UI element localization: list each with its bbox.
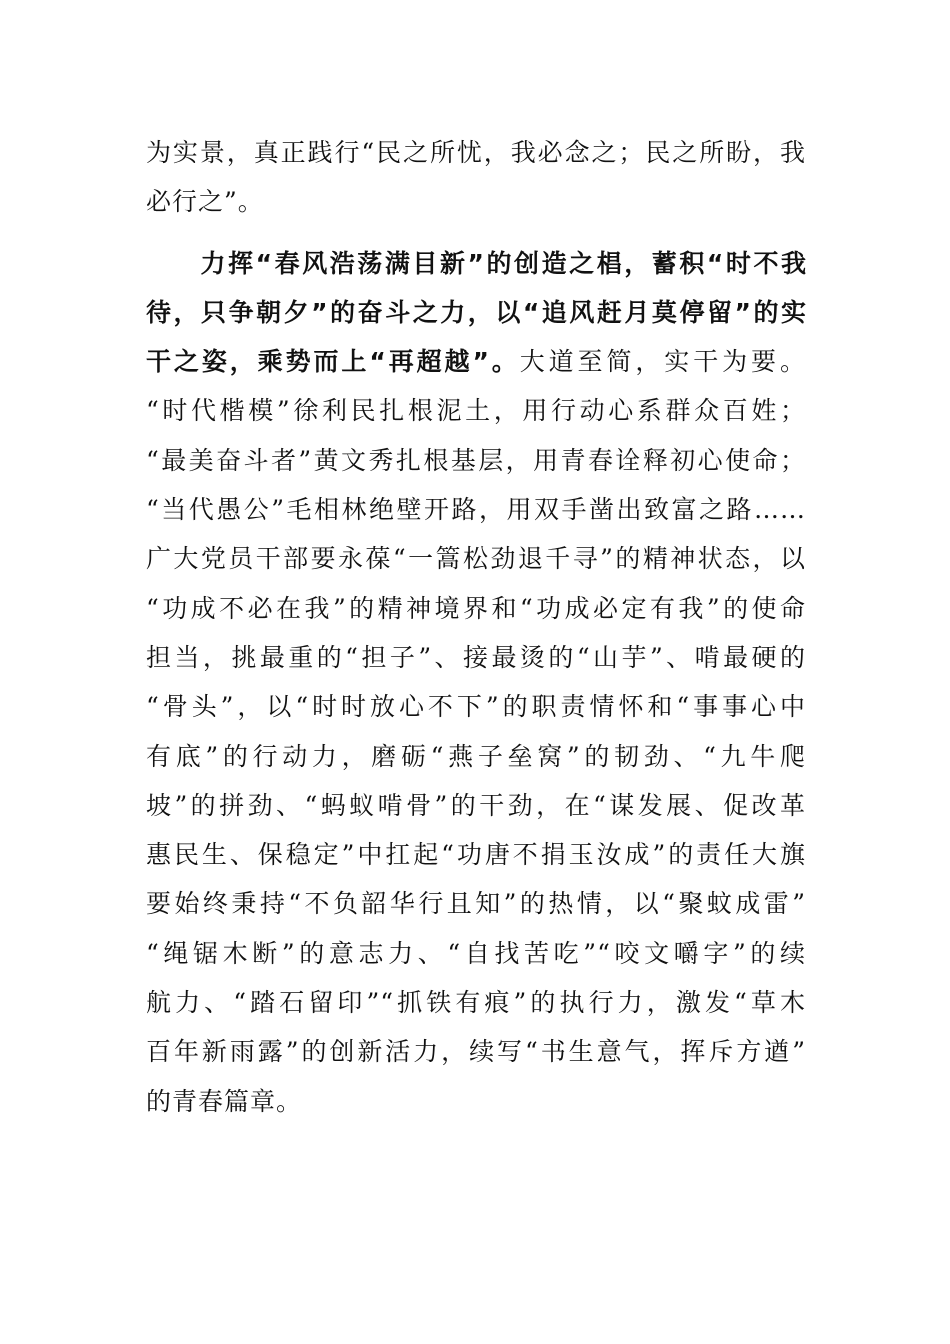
text-line: 有底”的行动力，磨砺“燕子垒窝”的韧劲、“九牛爬 [146,741,806,771]
text-line-bold [146,288,806,337]
text-line: 惠民生、保稳定”中扛起“功唐不捐玉汝成”的责任大旗 [146,840,806,870]
text-line: 担当，挑最重的“担子”、接最烫的“山芋”、啃最硬的 [146,642,806,672]
bold-text: 干之姿，乘势而上“再超越”。 [146,347,520,377]
paragraph-spacer [146,227,806,239]
text-line: “最美奋斗者”黄文秀扎根基层，用青春诠释初心使命； [146,445,806,475]
text-line: 的青春篇章。 [146,1086,303,1116]
text-line: 坡”的拼劲、“蚂蚁啃骨”的干劲，在“谋发展、促改革 [146,790,806,820]
text-line: “绳锯木断”的意志力、“自找苦吃”“咬文嚼字”的续 [146,938,806,968]
text-line-mixed [146,337,806,386]
regular-text: 大道至简，实干为要。 [519,347,806,377]
text-line: 百年新雨露”的创新活力，续写“书生意气，挥斥方遒” [146,1037,806,1067]
text-line: “功成不必在我”的精神境界和“功成必定有我”的使命 [146,593,806,623]
text-line: “骨头”，以“时时放心不下”的职责情怀和“事事心中 [146,692,806,722]
text-line: 要始终秉持“不负韶华行且知”的热情，以“聚蚊成雷” [146,889,806,919]
text-line: 航力、“踏石留印”“抓铁有痕”的执行力，激发“草木 [146,988,806,1018]
text-line: 必行之”。 [146,187,264,217]
bold-text: 力挥“春风浩荡满目新”的创造之椙，蓄积“时不我 [198,248,806,278]
bold-text: 待，只争朝夕”的奋斗之力，以“追风赶月莫停留”的实 [146,297,806,327]
text-line: “当代愚公”毛相林绝壁开路，用双手凿出致富之路…… [146,495,806,525]
text-line: 广大党员干部要永葆“一篙松劲退千寻”的精神状态，以 [146,544,806,574]
text-line-bold [146,239,806,288]
text-line: “时代楷模”徐利民扎根泥土，用行动心系群众百姓； [146,396,806,426]
text-line: 为实景，真正践行“民之所忧，我必念之；民之所盼，我 [146,138,806,167]
document-body [146,128,806,1126]
